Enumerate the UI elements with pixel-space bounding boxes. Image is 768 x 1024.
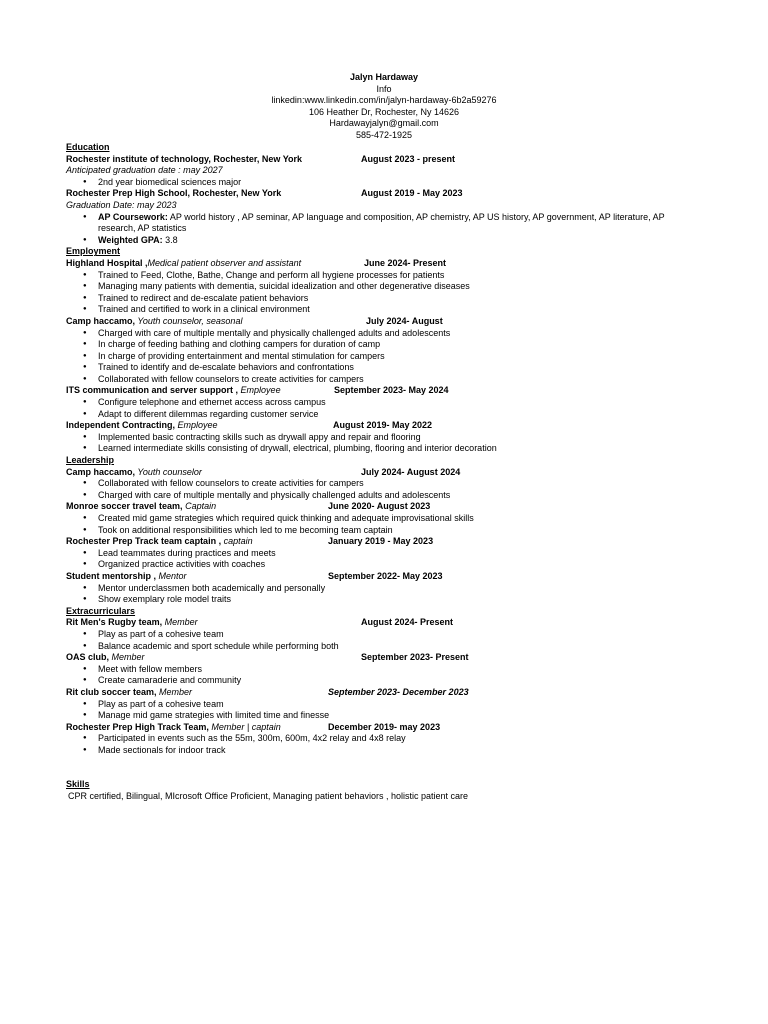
list-item-gpa <box>66 235 696 247</box>
entry-organization: Independent Contracting, <box>66 420 178 431</box>
list-item: ● Managing many patients with dementia, suicidal idealization and other degenerative diseases <box>66 281 696 293</box>
entry-role: Youth counselor <box>135 466 202 477</box>
entry-role: Employee <box>177 420 218 431</box>
entry-heading <box>66 536 696 548</box>
entry-organization: ITS communication and server support , <box>66 385 239 396</box>
list-item: ● Trained and certified to work in a clinical environment <box>66 304 696 316</box>
list-item: ● Balance academic and sport schedule while performing both <box>66 641 696 653</box>
entry-role: captain <box>221 536 253 547</box>
entry-organization: Rochester Prep High Track Team, <box>66 721 209 732</box>
entry-date: June 2024- Present <box>364 257 447 268</box>
bullet-list <box>66 328 696 386</box>
entry-organization: Rochester Prep Track team captain , <box>66 536 222 547</box>
leadership-entry <box>66 467 696 502</box>
entry-organization: Rochester Prep High School, Rochester, New York <box>66 188 282 199</box>
list-item: ● Charged with care of multiple mentally and physically challenged adults and adolescents <box>66 490 696 502</box>
entry-date: July 2024- August 2024 <box>361 466 461 477</box>
entry-heading <box>66 467 696 479</box>
entry-heading <box>66 154 696 166</box>
leadership-entry <box>66 571 696 606</box>
resume-body <box>66 142 696 803</box>
entry-heading <box>66 501 696 513</box>
section-title-skills: Skills <box>66 779 90 790</box>
section-title-extracurriculars: Extracurriculars <box>66 605 136 616</box>
entry-date: September 2023- December 2023 <box>328 686 469 697</box>
list-item: ● 2nd year biomedical sciences major <box>66 177 696 189</box>
entry-date: September 2022- May 2023 <box>328 570 443 581</box>
entry-date: September 2023- May 2024 <box>334 385 449 396</box>
coursework-label: AP Coursework: <box>98 211 168 222</box>
entry-organization: Camp haccamo, <box>66 466 136 477</box>
entry-date: December 2019- may 2023 <box>328 721 441 732</box>
entry-heading <box>66 316 696 328</box>
bullet-list <box>66 270 696 316</box>
entry-note: Graduation Date: may 2023 <box>66 199 177 210</box>
bullet-list <box>66 664 696 687</box>
extracurricular-entry <box>66 722 696 757</box>
list-item: ● Organized practice activities with coaches <box>66 559 696 571</box>
entry-date: August 2019- May 2022 <box>333 420 433 431</box>
entry-heading <box>66 617 696 629</box>
list-item: ● Play as part of a cohesive team <box>66 629 696 641</box>
list-item: ● Implemented basic contracting skills such as drywall appy and repair and flooring <box>66 432 696 444</box>
entry-role: Medical patient observer and assistant <box>147 257 302 268</box>
list-item: ● Mentor underclassmen both academically and personally <box>66 583 696 595</box>
entry-role: Member <box>156 686 193 697</box>
bullet-list <box>66 513 696 536</box>
gpa-label: Weighted GPA: <box>98 234 163 245</box>
entry-heading <box>66 571 696 583</box>
address: 106 Heather Dr, Rochester, Ny 14626 <box>308 106 460 117</box>
entry-heading <box>66 652 696 664</box>
entry-heading <box>66 258 696 270</box>
list-item: ● Meet with fellow members <box>66 664 696 676</box>
skills-list: CPR certified, Bilingual, MIcrosoft Office Proficient, Managing patient behaviors , holistic patient care <box>68 791 469 802</box>
bullet-list <box>66 177 696 189</box>
phone: 585-472-1925 <box>355 129 413 140</box>
bullet-list <box>66 432 696 455</box>
entry-organization: OAS club, <box>66 652 110 663</box>
email: Hardawayjalyn@gmail.com <box>329 118 439 129</box>
list-item: ● Trained to identify and de-escalate behaviors and confrontations <box>66 362 696 374</box>
entry-organization: Monroe soccer travel team, <box>66 501 183 512</box>
entry-organization: Highland Hospital , <box>66 257 148 268</box>
list-item: ● In charge of providing entertainment and mental stimulation for campers <box>66 351 696 363</box>
list-item: ● Play as part of a cohesive team <box>66 699 696 711</box>
entry-date: September 2023- Present <box>361 652 469 663</box>
list-item: ● Create camaraderie and community <box>66 675 696 687</box>
entry-heading <box>66 188 696 200</box>
education-entry <box>66 188 696 246</box>
list-item: ● Configure telephone and ethernet access across campus <box>66 397 696 409</box>
section-title-employment: Employment <box>66 246 121 257</box>
education-entry <box>66 154 696 189</box>
section-title-education: Education <box>66 142 110 152</box>
linkedin-url: linkedin:www.linkedin.com/in/jalyn-hardaway-6b2a59276 <box>271 95 497 106</box>
bullet-list <box>66 629 696 652</box>
list-item: ● Took on additional responsibilities which led to me becoming team captain <box>66 525 696 537</box>
candidate-name: Jalyn Hardaway <box>349 72 419 82</box>
entry-heading <box>66 420 696 432</box>
entry-date: July 2024- August <box>366 315 443 326</box>
entry-organization: Rit club soccer team, <box>66 686 157 697</box>
employment-entry <box>66 316 696 386</box>
list-item: ● Participated in events such as the 55m, 300m, 600m, 4x2 relay and 4x8 relay <box>66 733 696 745</box>
list-item: ● Collaborated with fellow counselors to create activities for campers <box>66 478 696 490</box>
section-spacer <box>66 756 696 779</box>
entry-date: August 2019 - May 2023 <box>361 188 463 199</box>
entry-role: Member | captain <box>208 721 281 732</box>
extracurricular-entry <box>66 617 696 652</box>
entry-role: Member <box>162 617 198 628</box>
entry-organization: Rochester institute of technology, Rochester, New York <box>66 153 303 164</box>
extracurricular-entry <box>66 687 696 722</box>
list-item: ● Adapt to different dilemmas regarding customer service <box>66 409 696 421</box>
extracurricular-entry <box>66 652 696 687</box>
bullet-list <box>66 397 696 420</box>
bullet-list <box>66 699 696 722</box>
entry-heading <box>66 722 696 734</box>
entry-heading <box>66 687 696 699</box>
entry-heading <box>66 385 696 397</box>
entry-date: August 2023 - present <box>361 153 456 164</box>
employment-entry <box>66 258 696 316</box>
entry-organization: Student mentorship , <box>66 570 156 581</box>
entry-organization: Rit Men's Rugby team, <box>66 617 163 628</box>
resume-header <box>0 72 768 142</box>
bullet-list <box>66 212 696 247</box>
list-item: ● Charged with care of multiple mentally and physically challenged adults and adolescents <box>66 328 696 340</box>
employment-entry <box>66 420 696 455</box>
bullet-list <box>66 548 696 571</box>
list-item: ● Made sectionals for indoor track <box>66 745 696 757</box>
gpa-value: 3.8 <box>162 234 178 245</box>
entry-role: Member <box>109 652 145 663</box>
entry-note: Anticipated graduation date : may 2027 <box>66 165 223 176</box>
list-item: ● Learned intermediate skills consisting of drywall, electrical, plumbing, flooring and interior decoration <box>66 443 696 455</box>
entry-date: August 2024- Present <box>361 617 454 628</box>
bullet-list <box>66 733 696 756</box>
entry-role: Captain <box>182 501 217 512</box>
leadership-entry <box>66 501 696 536</box>
bullet-list <box>66 478 696 501</box>
entry-date: January 2019 - May 2023 <box>328 536 434 547</box>
section-title-leadership: Leadership <box>66 455 115 466</box>
list-item: ● Trained to redirect and de-escalate patient behaviors <box>66 293 696 305</box>
coursework-text: AP world history , AP seminar, AP language and composition, AP chemistry, AP US history, AP government, AP literature, AP <box>167 211 665 222</box>
list-item: ● Created mid game strategies which required quick thinking and adequate improvisational skills <box>66 513 696 525</box>
list-item: ● Show exemplary role model traits <box>66 594 696 606</box>
leadership-entry <box>66 536 696 571</box>
list-item-coursework <box>66 212 696 235</box>
info-label: Info <box>376 83 392 94</box>
employment-entry <box>66 385 696 420</box>
entry-role: Employee <box>238 385 281 396</box>
bullet-list <box>66 583 696 606</box>
entry-date: June 2020- August 2023 <box>328 501 431 512</box>
list-item: ● Manage mid game strategies with limited time and finesse <box>66 710 696 722</box>
entry-role: Youth counselor, seasonal <box>135 315 243 326</box>
entry-organization: Camp haccamo, <box>66 315 136 326</box>
list-item: ● Trained to Feed, Clothe, Bathe, Change and perform all hygiene processes for patients <box>66 270 696 282</box>
list-item: ● In charge of feeding bathing and clothing campers for duration of camp <box>66 339 696 351</box>
list-item: ● Lead teammates during practices and meets <box>66 548 696 560</box>
coursework-continuation: research, AP statistics <box>98 223 187 234</box>
entry-role: Mentor <box>156 570 187 581</box>
list-item: ● Collaborated with fellow counselors to create activities for campers <box>66 374 696 386</box>
